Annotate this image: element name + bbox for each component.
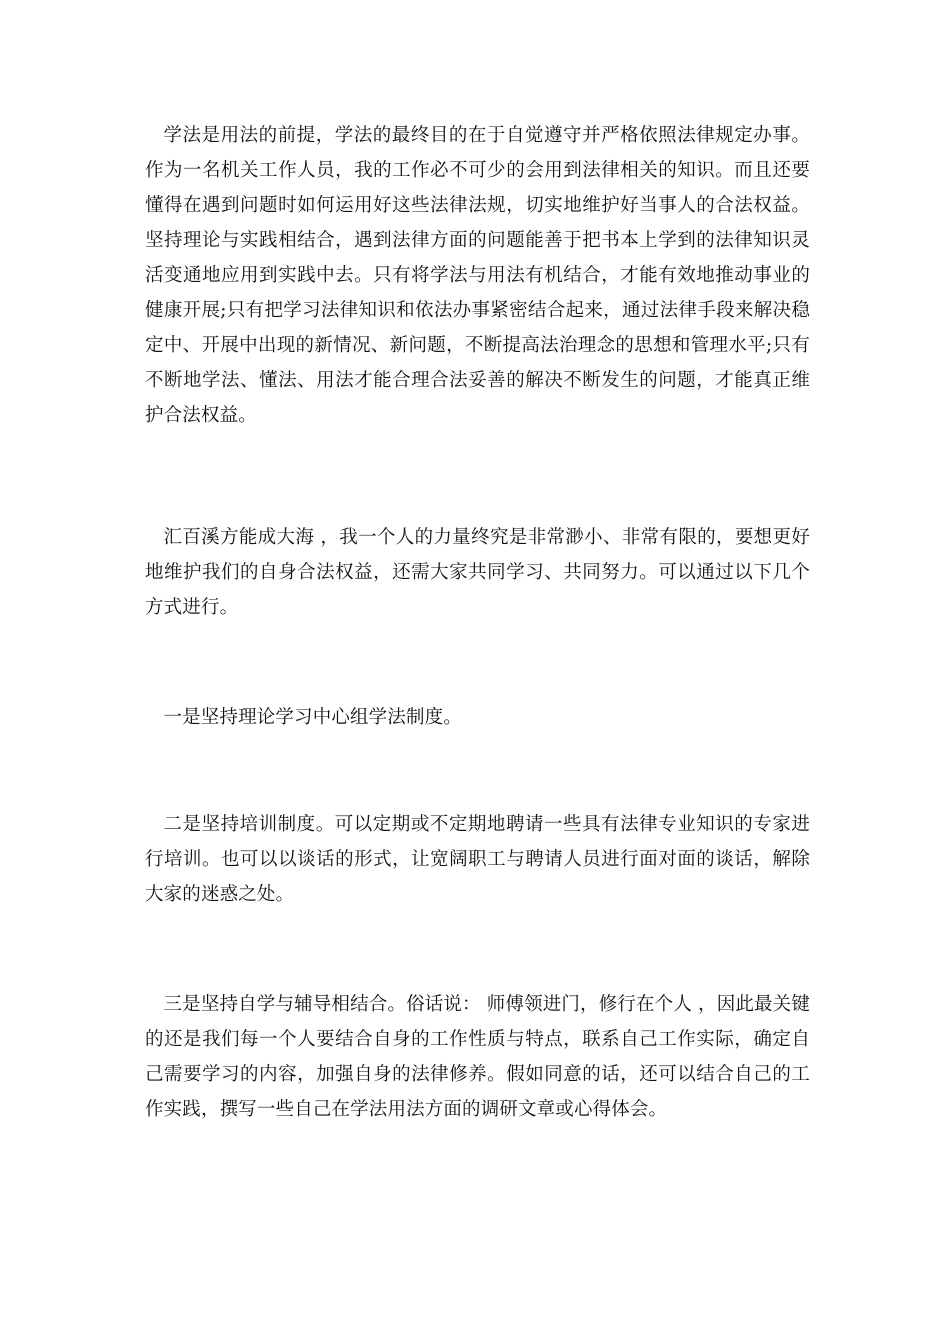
paragraph-point-two: 二是坚持培训制度。可以定期或不定期地聘请一些具有法律专业知识的专家进行培训。也可以以谈话的形式，让宽阔职工与聘请人员进行面对面的谈话，解除大家的迷惑之处。 bbox=[145, 814, 810, 905]
paragraph-collective-effort: 汇百溪方能成大海 ，我一个人的力量终究是非常渺小、非常有限的，要想更好地维护我们的自身合法权益，还需大家共同学习、共同努力。可以通过以下几个方式进行。 bbox=[145, 527, 810, 618]
paragraph-point-one: 一是坚持理论学习中心组学法制度。 bbox=[163, 707, 462, 728]
paragraph-point-three: 三是坚持自学与辅导相结合。俗话说： 师傅领进门，修行在个人 ，因此最关键的还是我们每一个人要结合自身的工作性质与特点，联系自己工作实际，确定自己需要学习的内容，加强自身的法律修养。假如同意的话，还可以结合自己的工作实践，撰写一些自己在学法用法方面的调研文章或心得体会。 bbox=[145, 994, 810, 1120]
paragraph-study-law-premise: 学法是用法的前提，学法的最终目的在于自觉遵守并严格依照法律规定办事。作为一名机关工作人员，我的工作必不可少的会用到法律相关的知识。而且还要懂得在遇到问题时如何运用好这些法律法规，切实地维护好当事人的合法权益。坚持理论与实践相结合，遇到法律方面的问题能善于把书本上学到的法律知识灵活变通地应用到实践中去。只有将学法与用法有机结合，才能有效地推动事业的健康开展;只有把学习法律知识和依法办事紧密结合起来，通过法律手段来解决稳定中、开展中出现的新情况、新问题，不断提高法治理念的思想和管理水平;只有不断地学法、懂法、用法才能合理合法妥善的解决不断发生的问题，才能真正维护合法权益。 bbox=[145, 125, 810, 426]
